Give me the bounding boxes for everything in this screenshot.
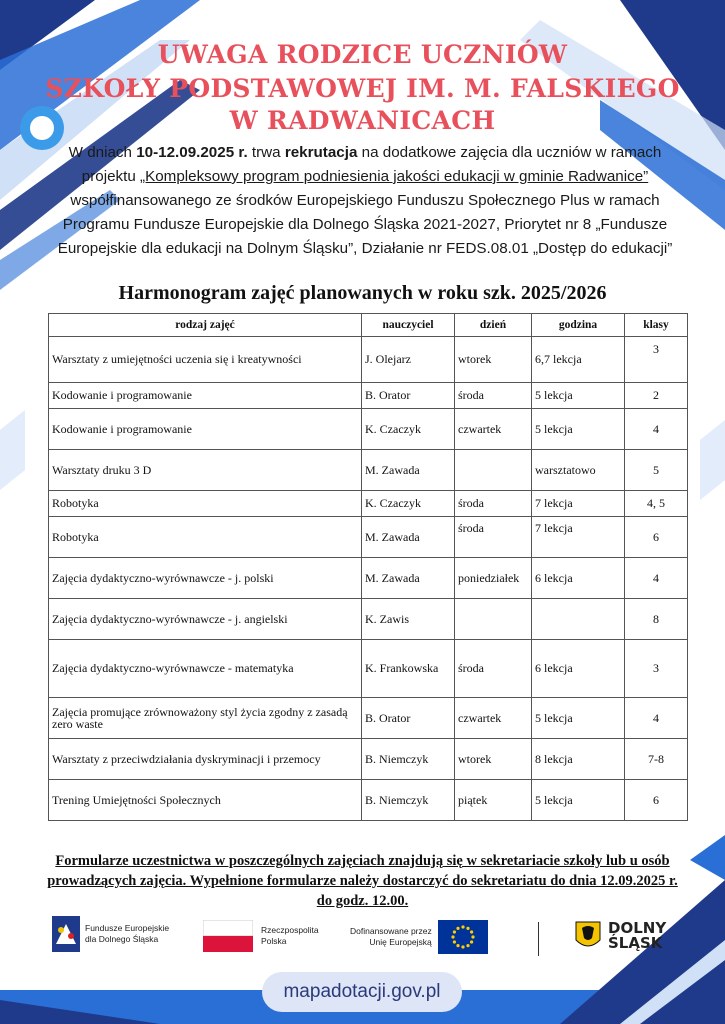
cell-name: Robotyka [49,517,362,558]
logo-dolny-slask [574,920,666,952]
header-dzien: dzień [455,314,532,337]
cell-day: środa [455,491,532,517]
cell-day: czwartek [455,698,532,739]
cell-day: środa [455,517,532,558]
table-row [49,383,688,409]
intro-dates: 10-12.09.2025 r. [136,144,248,161]
table-row [49,780,688,821]
cell-hour: 5 lekcja [532,698,625,739]
eu-line-2: Unię Europejską [369,937,432,947]
header-rodzaj: rodzaj zajęć [49,314,362,337]
title-line-1: UWAGA RODZICE UCZNIÓW [157,40,568,69]
cell-day: wtorek [455,337,532,383]
intro-text-2: trwa [247,144,285,161]
poland-flag-icon [203,920,253,952]
cell-teacher: K. Czaczyk [362,491,455,517]
eu-line-1: Dofinansowane przez [350,926,432,936]
table-row [49,640,688,698]
cell-name: Kodowanie i programowanie [49,383,362,409]
intro-rekrutacja: rekrutacja [284,144,358,161]
cell-teacher: J. Olejarz [362,337,455,383]
cell-classes: 4 [625,558,688,599]
cell-teacher: B. Niemczyk [362,780,455,821]
intro-text-3: na dodatkowe zajęcia dla uczniów w ramach projektu [81,144,662,185]
cell-classes: 4, 5 [625,491,688,517]
cell-name: Trening Umiejętności Społecznych [49,780,362,821]
cell-day: środa [455,383,532,409]
schedule-header-row [49,314,688,337]
ds-line-1: DOLNY [608,919,667,937]
cell-name: Warsztaty z przeciwdziałania dyskryminacji i przemocy [49,739,362,780]
table-row [49,337,688,383]
schedule-table [48,313,688,821]
logo-divider [538,922,539,956]
eagle-crest-icon [574,920,602,952]
cell-name: Robotyka [49,491,362,517]
cell-classes: 4 [625,698,688,739]
cell-name: Kodowanie i programowanie [49,409,362,450]
title-line-2: SZKOŁY PODSTAWOWEJ IM. M. FALSKIEGO [45,74,680,103]
cell-teacher: K. Frankowska [362,640,455,698]
cell-classes: 8 [625,599,688,640]
table-row [49,517,688,558]
cell-day: czwartek [455,409,532,450]
logo-bar [48,910,688,970]
cell-teacher: B. Niemczyk [362,739,455,780]
cell-hour: warsztatowo [532,450,625,491]
cell-day: wtorek [455,739,532,780]
cell-hour: 8 lekcja [532,739,625,780]
intro-project-name: „Kompleksowy program podniesienia jakości edukacji w gminie Radwanice” [140,168,649,185]
logo-unia-europejska [350,920,488,954]
intro-text-4: współfinansowanego ze środków Europejskiego Funduszu Społecznego Plus w ramach Programu Fundusze Europejskie dla Dolnego Śląska 2021-2027, Priorytet nr 8 „Fundusze Europejskie dla edukacji na Dolnym Śląsku”, Działanie nr FEDS.08.01 „Dostęp do edukacji” [57,192,673,257]
cell-day: piątek [455,780,532,821]
cell-hour [532,599,625,640]
fe-logo-icon [52,916,80,952]
ds-line-2: ŚLĄSK [608,934,663,952]
cell-teacher: M. Zawada [362,558,455,599]
cell-name: Zajęcia dydaktyczno-wyrównawcze - j. angielski [49,599,362,640]
cell-day: środa [455,640,532,698]
cell-classes: 6 [625,780,688,821]
cell-classes: 7-8 [625,739,688,780]
cell-name: Warsztaty z umiejętności uczenia się i kreatywności [49,337,362,383]
cell-hour: 6 lekcja [532,558,625,599]
title-line-3: W RADWANICACH [229,106,496,135]
cell-name: Zajęcia dydaktyczno-wyrównawcze - matematyka [49,640,362,698]
rp-line-1: Rzeczpospolita [261,925,319,935]
website-link[interactable]: mapadotacji.gov.pl [262,972,462,1012]
table-row [49,450,688,491]
intro-text-1: W dniach [68,144,137,161]
cell-teacher: K. Zawis [362,599,455,640]
cell-day [455,450,532,491]
fe-line-1: Fundusze Europejskie [85,923,170,933]
logo-rzeczpospolita [203,920,319,952]
table-row [49,739,688,780]
cell-name: Warsztaty druku 3 D [49,450,362,491]
cell-hour: 7 lekcja [532,517,625,558]
cell-name: Zajęcia promujące zrównoważony styl życia zgodny z zasadą zero waste [49,698,362,739]
table-row [49,698,688,739]
rp-line-2: Polska [261,936,287,946]
cell-hour: 5 lekcja [532,409,625,450]
cell-teacher: K. Czaczyk [362,409,455,450]
fe-line-2: dla Dolnego Śląska [85,934,159,944]
footer-note: Formularze uczestnictwa w poszczególnych zajęciach znajdują się w sekretariacie szkoły lub u osób prowadzących zajęcia. Wypełnione formularze należy dostarczyć do sekretariatu do dnia 12.09.2025 r. do godz. 12.00. [47,853,678,909]
cell-hour: 6 lekcja [532,640,625,698]
schedule-title: Harmonogram zajęć planowanych w roku szk. 2025/2026 [118,282,607,304]
header-godzina: godzina [532,314,625,337]
table-row [49,558,688,599]
table-row [49,599,688,640]
intro-paragraph [40,141,690,261]
cell-hour: 5 lekcja [532,383,625,409]
cell-name: Zajęcia dydaktyczno-wyrównawcze - j. polski [49,558,362,599]
logo-fundusze-europejskie [52,916,169,952]
cell-hour: 7 lekcja [532,491,625,517]
cell-teacher: M. Zawada [362,517,455,558]
cell-classes: 2 [625,383,688,409]
cell-hour: 5 lekcja [532,780,625,821]
cell-hour: 6,7 lekcja [532,337,625,383]
cell-day: poniedziałek [455,558,532,599]
header-nauczyciel: nauczyciel [362,314,455,337]
cell-teacher: M. Zawada [362,450,455,491]
cell-teacher: B. Orator [362,698,455,739]
cell-classes: 6 [625,517,688,558]
table-row [49,491,688,517]
cell-day [455,599,532,640]
cell-classes: 5 [625,450,688,491]
cell-teacher: B. Orator [362,383,455,409]
cell-classes: 4 [625,409,688,450]
table-row [49,409,688,450]
eu-flag-icon [438,920,488,954]
header-klasy: klasy [625,314,688,337]
cell-classes: 3 [625,337,688,383]
cell-classes: 3 [625,640,688,698]
